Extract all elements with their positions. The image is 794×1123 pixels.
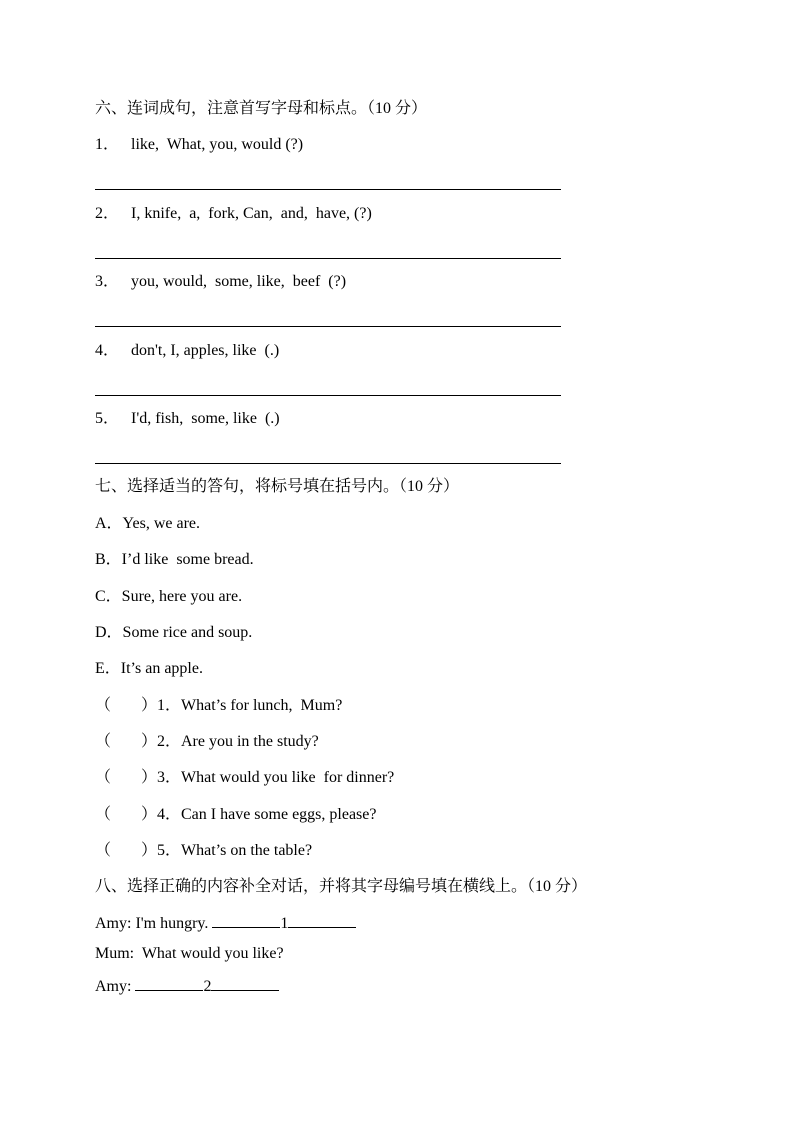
answer-bracket-close: ）: [141, 806, 158, 823]
item-number: 2．: [95, 205, 120, 222]
question-text: 3．What would you like for dinner?: [157, 769, 395, 786]
section-6-item-2: [95, 204, 372, 224]
answer-line-2[interactable]: [95, 258, 561, 259]
fill-in-blank[interactable]: [211, 976, 279, 991]
section-6-item-4: [95, 341, 279, 361]
answer-line-3[interactable]: [95, 326, 561, 327]
question-text: 2．Are you in the study?: [157, 733, 319, 750]
answer-line-4[interactable]: [95, 395, 561, 396]
question-3: [95, 768, 394, 788]
dialogue-line-1: [95, 913, 356, 934]
section-6-heading: 六、连词成句，注意首写字母和标点。（10 分）: [95, 100, 428, 117]
dialogue-text: Amy:: [95, 978, 136, 995]
item-words: don't, I, apples, like (.): [131, 342, 280, 359]
section-6-item-5: [95, 409, 280, 429]
item-words: you, would, some, like, beef (?): [131, 273, 347, 290]
option-b: B．I’d like some bread.: [95, 551, 254, 568]
item-words: like, What, you, would (?): [131, 136, 304, 153]
fill-in-blank[interactable]: [212, 913, 280, 928]
option-c: C．Sure, here you are.: [95, 588, 243, 605]
item-number: 4．: [95, 342, 120, 359]
question-text: 1．What’s for lunch, Mum?: [157, 697, 343, 714]
fill-in-blank[interactable]: [135, 976, 203, 991]
section-6-item-3: [95, 272, 346, 292]
blank-number: 2: [203, 978, 212, 995]
dialogue-line-3: [95, 976, 279, 997]
question-text: 4．Can I have some eggs, please?: [157, 806, 377, 823]
item-words: I'd, fish, some, like (.): [131, 410, 280, 427]
answer-line-1[interactable]: [95, 189, 561, 190]
dialogue-text: Amy: I'm hungry.: [95, 915, 213, 932]
answer-bracket-close: ）: [141, 769, 158, 786]
question-2: [95, 732, 319, 752]
answer-bracket-open[interactable]: （: [95, 769, 112, 786]
question-4: [95, 805, 377, 825]
item-number: 3．: [95, 273, 120, 290]
section-6-item-1: [95, 135, 303, 155]
option-a: A．Yes, we are.: [95, 515, 201, 532]
item-number: 1．: [95, 136, 120, 153]
answer-bracket-open[interactable]: （: [95, 842, 112, 859]
answer-bracket-close: ）: [141, 733, 158, 750]
fill-in-blank[interactable]: [288, 913, 356, 928]
option-d: D．Some rice and soup.: [95, 624, 253, 641]
question-1: [95, 696, 342, 716]
answer-bracket-close: ）: [141, 697, 158, 714]
section-8-heading: 八、选择正确的内容补全对话，并将其字母编号填在横线上。（10 分）: [95, 878, 588, 895]
answer-bracket-open[interactable]: （: [95, 697, 112, 714]
question-text: 5．What’s on the table?: [157, 842, 313, 859]
item-number: 5．: [95, 410, 120, 427]
dialogue-line-2: Mum: What would you like?: [95, 945, 284, 962]
answer-line-5[interactable]: [95, 463, 561, 464]
question-5: [95, 841, 312, 861]
option-e: E．It’s an apple.: [95, 660, 203, 677]
blank-number: 1: [280, 915, 289, 932]
item-words: I, knife, a, fork, Can, and, have, (?): [131, 205, 372, 222]
answer-bracket-close: ）: [141, 842, 158, 859]
section-7-heading: 七、选择适当的答句，将标号填在括号内。（10 分）: [95, 478, 460, 495]
answer-bracket-open[interactable]: （: [95, 733, 112, 750]
answer-bracket-open[interactable]: （: [95, 806, 112, 823]
